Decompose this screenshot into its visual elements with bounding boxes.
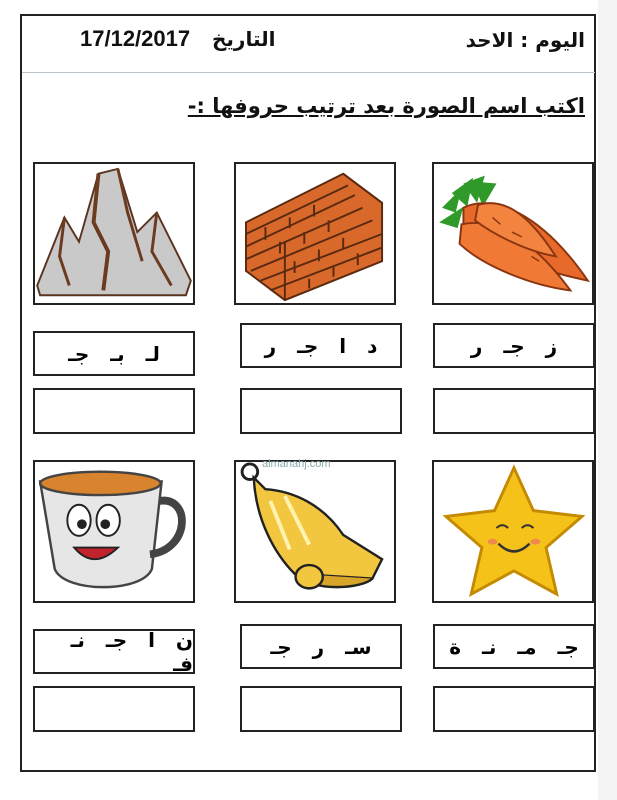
bell-picture <box>234 460 396 603</box>
carrot-icon <box>434 164 592 303</box>
page-edge <box>598 0 617 800</box>
letters-box-carrot: ز جـ ر <box>433 323 595 368</box>
letters-box-star: جـ مـ نـ ة <box>433 624 595 669</box>
answer-box-mountain[interactable] <box>33 388 195 434</box>
date-label: التاريخ <box>212 27 276 51</box>
star-picture <box>432 460 594 603</box>
header-divider <box>22 72 595 73</box>
letters-box-bell: سـ ر جـ <box>240 624 402 669</box>
letters-box-wall: د ا جـ ر <box>240 323 402 368</box>
cup-icon <box>35 462 193 601</box>
cup-picture <box>33 460 195 603</box>
letters-box-mountain: لـ بـ جـ <box>33 331 195 376</box>
watermark: almanahj.com <box>262 458 331 470</box>
mountain-icon <box>35 164 193 303</box>
day-label: اليوم : الاحد <box>465 28 585 52</box>
mountain-picture <box>33 162 195 305</box>
answer-box-wall[interactable] <box>240 388 402 434</box>
answer-box-carrot[interactable] <box>433 388 595 434</box>
answer-box-bell[interactable] <box>240 686 402 732</box>
date-value: 17/12/2017 <box>80 26 191 51</box>
bell-icon <box>236 462 394 601</box>
answer-box-star[interactable] <box>433 686 595 732</box>
wall-picture <box>234 162 396 305</box>
instruction-title: اكتب اسم الصورة بعد ترتيب حروفها :- <box>187 94 585 118</box>
carrot-picture <box>432 162 594 305</box>
wall-icon <box>236 164 394 303</box>
answer-box-cup[interactable] <box>33 686 195 732</box>
letters-box-cup: ن ا جـ نـ فـ <box>33 629 195 674</box>
star-icon <box>434 462 592 601</box>
